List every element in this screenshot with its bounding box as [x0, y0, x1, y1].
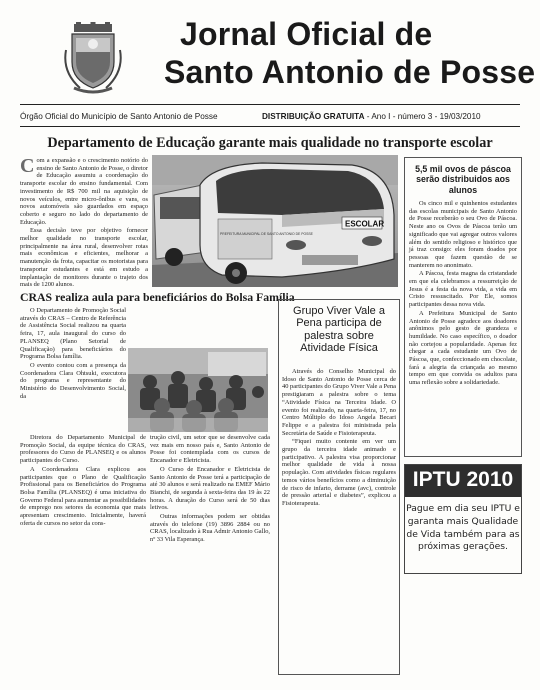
cras-paragraph: Outras informações podem ser obtidas através do telefone (19) 3896 2884 ou no CRAS, localizado à Rua Admir Antonio Gallo, nº 33 Vila Esperança.	[150, 513, 270, 544]
school-bus-photo	[152, 155, 398, 287]
edition-info	[262, 112, 481, 121]
masthead-divider-top	[20, 104, 520, 105]
cras-paragraph: O Curso de Encanador e Eletricista de Santo Antonio de Posse terá a participação de até 30 alunos e será realizado na EMEF Mário Bianchi, de segunda à sexta-feira das 19 às 22 horas. A duração do Curso será de 50 dias letivos.	[150, 465, 270, 512]
edition-number: - Ano I - número 3 - 19/03/2010	[364, 112, 481, 121]
distribution-label: DISTRIBUIÇÃO GRATUITA	[262, 112, 365, 121]
easter-eggs-paragraph: Os cinco mil e quinhentos estudantes das escolas municipais de Santo Antonio de Posse receberão o seu Ovo de Páscoa. Neste ano os Ovos de Páscoa terão um significado que vai agregar outros valores além do sentido religioso e histórico que já traz consigo: eles foram doados por pessoas que fazem questão de se manterem no anonimato.	[409, 200, 517, 269]
dropcap-letter: C	[20, 155, 35, 177]
cras-paragraph: O Departamento de Promoção Social através do CRAS – Centro de Referência de Assistência Social realizou na quarta feira, 17, aula inaugural do curso do PLANSEQ (Plano Setorial de Qualificação) para beneficiários do Programa Bolsa família.	[20, 307, 126, 361]
education-paragraph: Essa decisão teve por objetivo fornecer melhor qualidade no transporte escolar, principalmente na área rural, desenvolver rotas mais econômicas e eficientes, melhorar a manutenção da frota, capacitar os motoristas para transportar estudantes e está em estudo a implantação de monitores durante o trajeto dos mais de 1200 alunos.	[20, 227, 148, 289]
cras-column-3	[150, 434, 270, 545]
viver-vale-headline: Grupo Viver Vale a Pena participa de palestra sobre Atividade Física	[293, 305, 385, 355]
easter-eggs-headline: 5,5 mil ovos de páscoa serão distribuidos aos alunos	[415, 164, 511, 195]
cras-column-2	[20, 434, 146, 528]
newspaper-title-line2: Santo Antonio de Posse	[164, 54, 536, 90]
cras-paragraph: Diretora do Departamento Municipal de Promoção Social, da equipe técnica do CRAS, professores do Curso de PLANSEQ e os alunos participantes do Curso.	[20, 434, 146, 465]
classroom-photo	[128, 348, 268, 432]
education-paragraph: Com a expansão e o crescimento notório do ensino de Santo Antonio de Posse, o diretor de Educação assumiu a coordenação do transporte escolar do ensino fundamental. Com investimento de R$ 700 mil na aquisição de novos veículos, entre micro-ônibus e vans, os novos automóveis são guardados em espaço coberto e seguro no lado do departamento de Educação.	[20, 155, 148, 226]
bus-sign-text: ESCOLAR	[345, 219, 385, 229]
iptu-title: IPTU 2010	[412, 468, 514, 491]
cras-column-1	[20, 307, 126, 401]
iptu-message: Pague em dia seu IPTU e garanta mais Qualidade de Vida também para as próximas gerações.	[406, 503, 520, 553]
official-organ-label: Órgão Oficial do Município de Santo Antonio de Posse	[20, 112, 218, 121]
cras-paragraph: trução civil, um setor que se desenvolve cada vez mais em nosso país e, Santo Antonio de Posse foi contemplada com os cursos de Encanador e Eletricista.	[150, 434, 270, 465]
easter-eggs-paragraph: A Prefeitura Municipal de Santo Antonio de Posse agradece aos doadores anônimos pelo gesto de grandeza e humildade. No caso específico, o doador não cortejou a popularidade. Apenas fez chegar a cada estudante um Ovo de Páscoa, que, confeccionado em chocolate, fará a alegria da criançada ao mesmo tempo em que convida os adultos para uma reflexão sobre a solidariedade.	[409, 309, 517, 387]
viver-vale-paragraph: Através do Conselho Municipal do Idoso de Santo Antonio de Posse cerca de 40 participantes do Grupo Viver Vale a Pena prestigiaram a palestra sobre o tema “Atividade Física na Terceira Idade. O evento foi realizado, na quarta-feira, 17, no Centro Múltiplo do Idoso Angela Becari Felippe e a palestra foi ministrada pela Secretária de Saúde e Fisioterapeuta.	[282, 368, 396, 437]
education-article	[20, 157, 148, 290]
masthead-divider-bottom	[20, 126, 520, 127]
viver-vale-article	[282, 368, 396, 509]
cras-paragraph: O evento contou com a presença da Coordenadora Clara Ohtsuki, executora do programa e representante do Ministério do Desenvolvimento Social, da	[20, 361, 126, 400]
coat-of-arms-icon	[62, 22, 124, 94]
easter-eggs-paragraph: A Páscoa, festa magna da cristandade em que ela celebramos a ressurreição de Jesus é a festa da nova vida, a vida em Cristo ressuscitado. Por Ele, somos participantes dessa nova vida.	[409, 270, 517, 309]
easter-eggs-article	[409, 200, 517, 388]
cras-headline: CRAS realiza aula para beneficiários do Bolsa Família	[20, 290, 295, 304]
bus-side-text: PREFEITURA MUNICIPAL DE SANTO ANTONIO DE POSSE	[220, 232, 313, 236]
newspaper-title-line1: Jornal Oficial de	[180, 16, 433, 52]
cras-paragraph: A Coordenadora Clara explicou aos participantes que o Plano de Qualificação Profissional para os Beneficiários do Programa Bolsa Família (PLANSEQ) é uma iniciativa do Governo Federal para aumentar as possibilidades de emprego nos setores da economia que mais apresentam crescimento. Inicialmente, haverá oferta de cursos no setor da cons-	[20, 465, 146, 527]
viver-vale-paragraph: “Fiquei muito contente em ver um grupo da terceira idade animado e participativo. A palestra visa proporcionar melhor qualidade de vida à nossa população. Com atividades físicas regulares temos vários benefícios como a diminuição de risco de infarto, derrame (avc), controle de pressão arterial e diabetes”, explicou a Fisioterapeuta.	[282, 438, 396, 507]
main-headline: Departamento de Educação garante mais qualidade no transporte escolar	[47, 135, 493, 151]
